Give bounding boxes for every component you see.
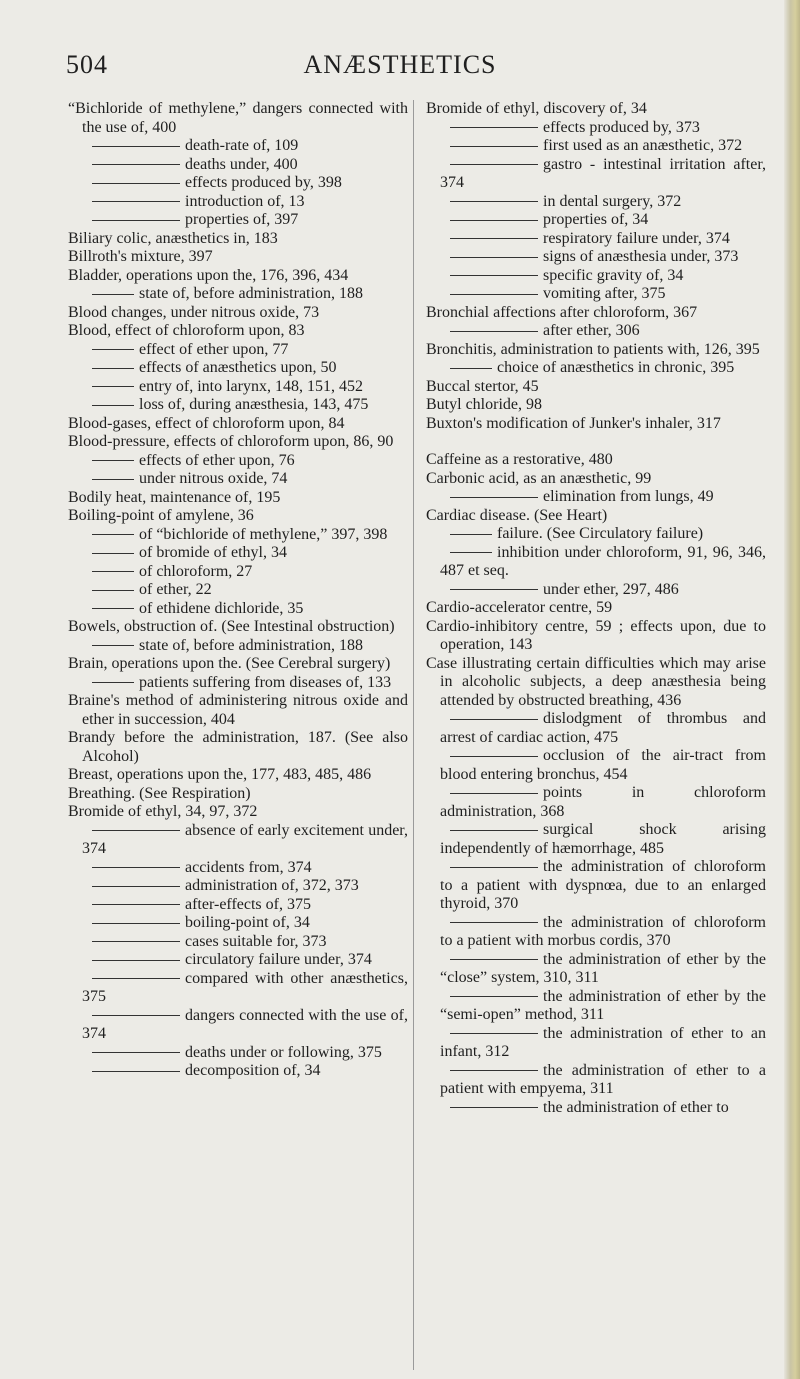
entry-text: patients suffering from diseases of, 133 xyxy=(139,673,392,691)
entry-text: Brandy before the administration, 187. (See also Alcohol) xyxy=(68,729,408,765)
entry-text: Buxton's modification of Junker's inhaler, 317 xyxy=(426,414,721,432)
ditto-dash xyxy=(450,867,538,868)
entry-text: Bladder, operations upon the, 176, 396, 434 xyxy=(68,266,349,284)
index-subentry xyxy=(68,674,408,693)
index-subentry xyxy=(68,470,408,489)
index-entry xyxy=(426,304,766,323)
index-subentry xyxy=(426,137,766,156)
index-entry xyxy=(68,618,408,637)
entry-text: administration of, 372, 373 xyxy=(185,877,359,894)
ditto-dash xyxy=(450,756,538,757)
index-subentry xyxy=(426,1062,766,1099)
entry-text: after ether, 306 xyxy=(543,322,640,339)
entry-text: gastro - intestinal irritation after, 374 xyxy=(440,155,766,191)
index-entry xyxy=(426,100,766,119)
ditto-dash xyxy=(92,571,134,572)
index-subentry xyxy=(68,877,408,896)
index-subentry xyxy=(68,600,408,619)
entry-text: state of, before administration, 188 xyxy=(139,285,363,302)
entry-text: Brain, operations upon the. (See Cerebral surgery) xyxy=(68,655,391,672)
ditto-dash xyxy=(450,497,538,498)
entry-text: vomiting after, 375 xyxy=(543,285,666,302)
entry-text: effects of anæsthetics upon, 50 xyxy=(139,359,337,376)
index-entry xyxy=(68,655,408,674)
index-entry xyxy=(426,470,766,489)
ditto-dash xyxy=(92,590,134,591)
ditto-dash xyxy=(92,183,180,184)
entry-text: of ethidene dichloride, 35 xyxy=(139,599,304,617)
ditto-dash xyxy=(92,368,134,369)
entry-text: “Bichloride of methylene,” dangers connected with the use of, 400 xyxy=(68,100,408,136)
index-subentry xyxy=(426,193,766,212)
entry-text: cases suitable for, 373 xyxy=(185,932,327,950)
index-subentry xyxy=(426,119,766,138)
index-entry xyxy=(68,729,408,766)
entry-text: the administration of ether to an infant, 312 xyxy=(440,1024,766,1060)
entry-text: Carbonic acid, as an anæsthetic, 99 xyxy=(426,469,652,487)
entry-text: Buccal stertor, 45 xyxy=(426,377,539,395)
ditto-dash xyxy=(92,553,134,554)
entry-text: death-rate of, 109 xyxy=(185,137,299,154)
entry-text: Biliary colic, anæsthetics in, 183 xyxy=(68,229,278,247)
index-subentry xyxy=(68,174,408,193)
entry-text: Blood-gases, effect of chloroform upon, 84 xyxy=(68,414,345,432)
index-subentry xyxy=(68,859,408,878)
entry-text: decomposition of, 34 xyxy=(185,1062,321,1079)
entry-text: under ether, 297, 486 xyxy=(543,580,679,598)
entry-text: Bowels, obstruction of. (See Intestinal obstruction) xyxy=(68,618,395,635)
index-subentry xyxy=(426,1025,766,1062)
index-subentry xyxy=(68,193,408,212)
ditto-dash xyxy=(450,719,538,720)
index-subentry xyxy=(68,951,408,970)
entry-text: accidents from, 374 xyxy=(185,858,312,876)
index-subentry xyxy=(68,544,408,563)
index-subentry xyxy=(426,988,766,1025)
index-entry xyxy=(426,618,766,655)
ditto-dash xyxy=(450,368,492,369)
entry-text: the administration of ether by the “semi-open” method, 311 xyxy=(440,987,766,1023)
ditto-dash xyxy=(92,941,180,942)
entry-text: properties of, 34 xyxy=(543,211,649,228)
index-subentry xyxy=(426,710,766,747)
index-entry xyxy=(426,451,766,470)
page-number: 504 xyxy=(66,50,108,79)
entry-text: Caffeine as a restorative, 480 xyxy=(426,451,613,468)
index-subentry xyxy=(426,951,766,988)
index-entry xyxy=(68,785,408,804)
page-header xyxy=(0,50,800,90)
entry-text: after-effects of, 375 xyxy=(185,895,311,913)
index-entry xyxy=(426,415,766,434)
ditto-dash xyxy=(450,201,538,202)
entry-text: of chloroform, 27 xyxy=(139,562,253,580)
index-entry xyxy=(426,378,766,397)
entry-text: Butyl chloride, 98 xyxy=(426,396,542,413)
ditto-dash xyxy=(450,164,538,165)
entry-text: Bromide of ethyl, discovery of, 34 xyxy=(426,100,647,117)
ditto-dash xyxy=(92,294,134,295)
index-subentry xyxy=(68,285,408,304)
ditto-dash xyxy=(92,904,180,905)
index-entry xyxy=(426,507,766,526)
entry-text: first used as an anæsthetic, 372 xyxy=(543,137,743,154)
entry-text: Cardiac disease. (See Heart) xyxy=(426,506,608,524)
ditto-dash xyxy=(450,220,538,221)
index-column-left xyxy=(68,100,408,1081)
ditto-dash xyxy=(450,275,538,276)
index-subentry xyxy=(68,581,408,600)
ditto-dash xyxy=(92,479,134,480)
index-subentry xyxy=(68,137,408,156)
ditto-dash xyxy=(92,1052,180,1053)
index-entry xyxy=(68,100,408,137)
entry-text: effect of ether upon, 77 xyxy=(139,340,289,358)
index-entry xyxy=(68,692,408,729)
index-subentry xyxy=(68,341,408,360)
entry-text: effects of ether upon, 76 xyxy=(139,451,295,469)
ditto-dash xyxy=(92,164,180,165)
index-entry xyxy=(68,267,408,286)
entry-text: respiratory failure under, 374 xyxy=(543,229,730,247)
index-column-right xyxy=(426,100,766,1117)
entry-text: the administration of ether to xyxy=(543,1098,729,1116)
index-subentry xyxy=(426,248,766,267)
entry-text: properties of, 397 xyxy=(185,211,299,228)
ditto-dash xyxy=(450,996,538,997)
index-entry xyxy=(426,655,766,711)
entry-text: introduction of, 13 xyxy=(185,192,305,210)
index-subentry xyxy=(426,1099,766,1118)
index-entry xyxy=(68,230,408,249)
entry-text: Blood changes, under nitrous oxide, 73 xyxy=(68,303,320,321)
index-entry xyxy=(426,599,766,618)
entry-text: absence of early excitement under, 374 xyxy=(82,821,408,857)
index-subentry xyxy=(426,525,766,544)
index-subentry xyxy=(68,914,408,933)
index-subentry xyxy=(426,821,766,858)
ditto-dash xyxy=(92,405,134,406)
entry-text: dangers connected with the use of, 374 xyxy=(82,1006,408,1042)
column-divider xyxy=(413,100,414,1370)
ditto-dash xyxy=(450,1033,538,1034)
entry-text: elimination from lungs, 49 xyxy=(543,488,714,505)
ditto-dash xyxy=(450,294,538,295)
entry-text: of bromide of ethyl, 34 xyxy=(139,544,287,561)
entry-text: Bronchitis, administration to patients with, 126, 395 xyxy=(426,340,760,358)
index-entry xyxy=(68,322,408,341)
index-subentry xyxy=(68,452,408,471)
ditto-dash xyxy=(92,534,134,535)
index-entry xyxy=(68,248,408,267)
entry-text: signs of anæsthesia under, 373 xyxy=(543,248,739,265)
ditto-dash xyxy=(92,867,180,868)
index-subentry xyxy=(68,896,408,915)
entry-text: loss of, during anæsthesia, 143, 475 xyxy=(139,396,369,413)
entry-text: effects produced by, 373 xyxy=(543,118,700,136)
index-subentry xyxy=(68,970,408,1007)
entry-text: Cardio-accelerator centre, 59 xyxy=(426,599,613,616)
entry-text: the administration of chloroform to a patient with morbus cordis, 370 xyxy=(440,913,766,949)
ditto-dash xyxy=(450,959,538,960)
entry-text: deaths under, 400 xyxy=(185,155,298,173)
index-subentry xyxy=(68,156,408,175)
entry-text: the administration of chloroform to a patient with dyspnœa, due to an enlarged thyroid, 370 xyxy=(440,858,766,912)
entry-text: Breathing. (See Respiration) xyxy=(68,784,251,802)
ditto-dash xyxy=(92,682,134,683)
entry-text: Bronchial affections after chloroform, 367 xyxy=(426,303,698,321)
index-subentry xyxy=(68,396,408,415)
index-subentry xyxy=(68,1044,408,1063)
index-subentry xyxy=(68,1062,408,1081)
entry-text: Cardio-inhibitory centre, 59 ; effects upon, due to operation, 143 xyxy=(426,617,766,653)
entry-text: choice of anæsthetics in chronic, 395 xyxy=(497,359,735,376)
index-subentry xyxy=(68,637,408,656)
ditto-dash xyxy=(92,146,180,147)
index-subentry xyxy=(68,822,408,859)
ditto-dash xyxy=(92,201,180,202)
index-subentry xyxy=(426,784,766,821)
index-subentry xyxy=(426,230,766,249)
ditto-dash xyxy=(92,1015,180,1016)
entry-text: in dental surgery, 372 xyxy=(543,192,682,210)
entry-text: of ether, 22 xyxy=(139,581,212,598)
index-subentry xyxy=(426,488,766,507)
entry-text: compared with other anæsthetics, 375 xyxy=(82,969,408,1005)
index-subentry xyxy=(426,211,766,230)
index-subentry xyxy=(68,1007,408,1044)
entry-text: deaths under or following, 375 xyxy=(185,1043,382,1061)
index-entry xyxy=(68,766,408,785)
entry-text: points in chloroform administration, 368 xyxy=(440,784,766,820)
index-subentry xyxy=(68,378,408,397)
entry-text: Blood-pressure, effects of chloroform upon, 86, 90 xyxy=(68,433,394,450)
entry-text: specific gravity of, 34 xyxy=(543,266,684,284)
ditto-dash xyxy=(450,922,538,923)
ditto-dash xyxy=(92,608,134,609)
index-subentry xyxy=(426,359,766,378)
index-entry xyxy=(68,304,408,323)
entry-text: Case illustrating certain difficulties which may arise in alcoholic subjects, a deep anæsthesia being attended by obstructed breathing, 436 xyxy=(426,654,766,709)
ditto-dash xyxy=(92,978,180,979)
index-entry xyxy=(68,433,408,452)
index-subentry xyxy=(426,285,766,304)
index-subentry xyxy=(426,267,766,286)
entry-text: surgical shock arising independently of hæmorrhage, 485 xyxy=(440,821,766,857)
entry-text: of “bichloride of methylene,” 397, 398 xyxy=(139,525,388,543)
ditto-dash xyxy=(450,830,538,831)
ditto-dash xyxy=(92,645,134,646)
ditto-dash xyxy=(450,534,492,535)
entry-text: dislodgment of thrombus and arrest of cardiac action, 475 xyxy=(440,710,766,746)
ditto-dash xyxy=(92,220,180,221)
index-subentry xyxy=(426,914,766,951)
entry-text: circulatory failure under, 374 xyxy=(185,951,372,968)
index-entry xyxy=(68,489,408,508)
entry-text: state of, before administration, 188 xyxy=(139,636,363,654)
entry-text: the administration of ether to a patient with empyema, 311 xyxy=(440,1061,766,1097)
ditto-dash xyxy=(92,1071,180,1072)
ditto-dash xyxy=(92,886,180,887)
running-title: ANÆSTHETICS xyxy=(303,50,497,79)
entry-text: the administration of ether by the “close” system, 310, 311 xyxy=(440,950,766,986)
entry-text: occlusion of the air-tract from blood entering bronchus, 454 xyxy=(440,747,766,783)
entry-text: entry of, into larynx, 148, 151, 452 xyxy=(139,377,363,395)
index-subentry xyxy=(68,563,408,582)
index-subentry xyxy=(426,858,766,914)
index-subentry xyxy=(68,359,408,378)
entry-text: effects produced by, 398 xyxy=(185,174,342,191)
entry-text: Billroth's mixture, 397 xyxy=(68,248,213,265)
entry-text: Bromide of ethyl, 34, 97, 372 xyxy=(68,803,258,820)
index-subentry xyxy=(68,526,408,545)
ditto-dash xyxy=(450,1107,538,1108)
index-entry xyxy=(68,803,408,822)
ditto-dash xyxy=(450,1070,538,1071)
section-gap xyxy=(426,433,766,451)
ditto-dash xyxy=(92,460,134,461)
ditto-dash xyxy=(450,589,538,590)
entry-text: Blood, effect of chloroform upon, 83 xyxy=(68,322,305,339)
entry-text: inhibition under chloroform, 91, 96, 346, 487 et seq. xyxy=(440,543,766,579)
entry-text: Boiling-point of amylene, 36 xyxy=(68,507,254,524)
index-subentry xyxy=(426,322,766,341)
ditto-dash xyxy=(450,127,538,128)
ditto-dash xyxy=(92,386,134,387)
index-entry xyxy=(68,507,408,526)
entry-text: boiling-point of, 34 xyxy=(185,914,310,931)
ditto-dash xyxy=(92,830,180,831)
index-subentry xyxy=(426,156,766,193)
ditto-dash xyxy=(450,238,538,239)
ditto-dash xyxy=(450,257,538,258)
ditto-dash xyxy=(92,960,180,961)
ditto-dash xyxy=(450,331,538,332)
index-entry xyxy=(68,415,408,434)
entry-text: under nitrous oxide, 74 xyxy=(139,470,288,487)
ditto-dash xyxy=(450,146,538,147)
index-subentry xyxy=(426,581,766,600)
entry-text: Breast, operations upon the, 177, 483, 485, 486 xyxy=(68,766,372,783)
index-entry xyxy=(426,341,766,360)
index-subentry xyxy=(426,747,766,784)
index-subentry xyxy=(426,544,766,581)
index-entry xyxy=(426,396,766,415)
ditto-dash xyxy=(92,349,134,350)
entry-text: failure. (See Circulatory failure) xyxy=(497,525,704,542)
index-subentry xyxy=(68,933,408,952)
ditto-dash xyxy=(450,793,538,794)
ditto-dash xyxy=(450,552,492,553)
ditto-dash xyxy=(92,923,180,924)
entry-text: Bodily heat, maintenance of, 195 xyxy=(68,488,281,506)
index-subentry xyxy=(68,211,408,230)
entry-text: Braine's method of administering nitrous oxide and ether in succession, 404 xyxy=(68,692,408,728)
page-edge xyxy=(784,0,800,1379)
